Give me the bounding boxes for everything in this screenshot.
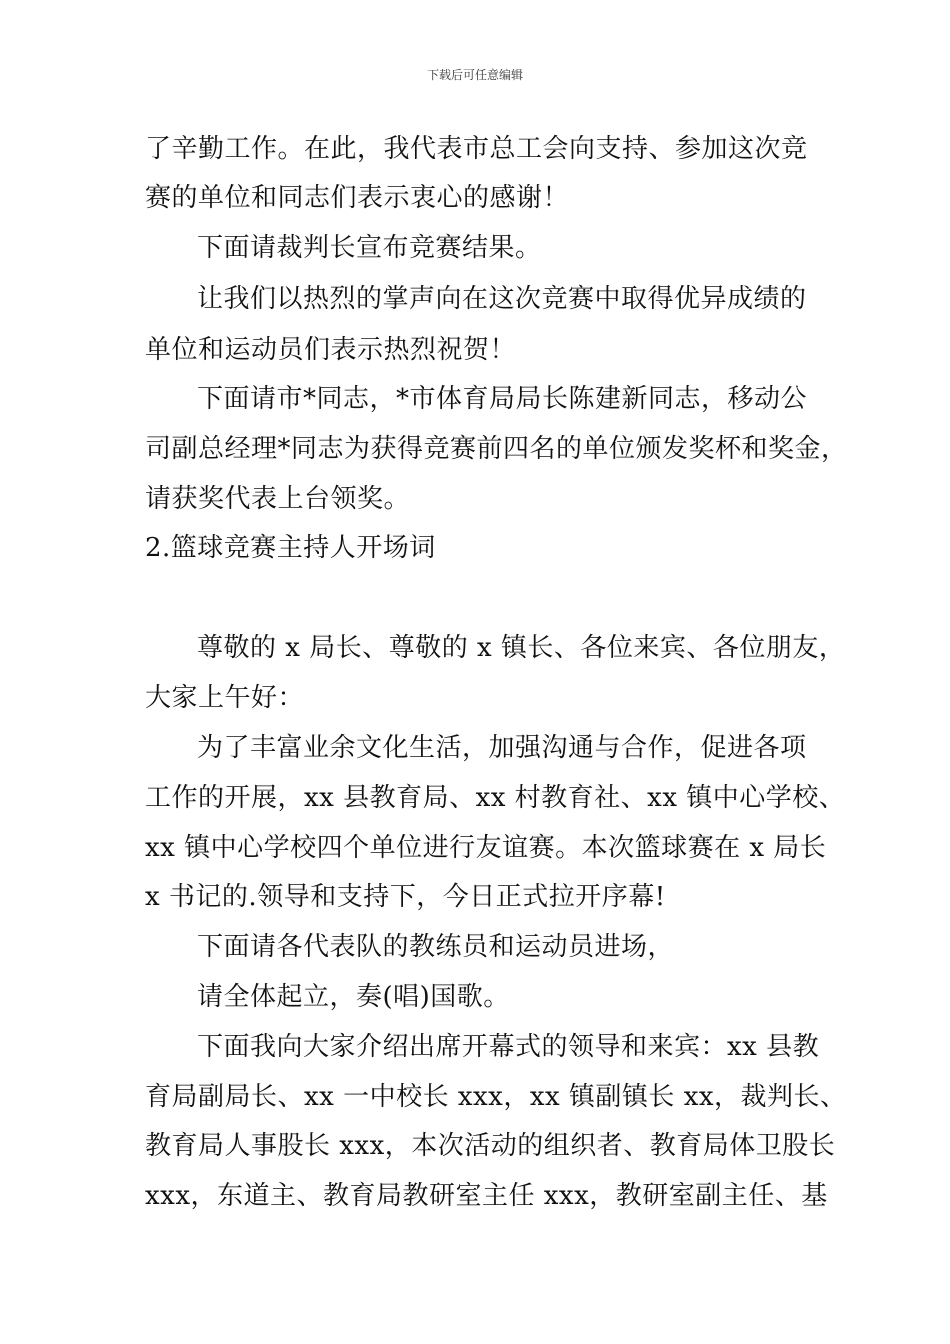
section-heading: 2.篮球竞赛主持人开场词 — [145, 533, 436, 563]
text-line: 教育局人事股长 xxx，本次活动的组织者、教育局体卫股长 — [145, 1131, 836, 1161]
text-line: 工作的开展，xx 县教育局、xx 村教育社、xx 镇中心学校、 — [145, 783, 846, 813]
text-line: 请全体起立，奏(唱)国歌。 — [197, 982, 510, 1012]
text-line: 下面我向大家介绍出席开幕式的领导和来宾：xx 县教 — [197, 1032, 820, 1062]
text-line: 下面请各代表队的教练员和运动员进场， — [197, 932, 675, 962]
text-line: 大家上午好： — [145, 683, 305, 713]
text-line: 单位和运动员们表示热烈祝贺！ — [145, 335, 517, 365]
text-line: 尊敬的 x 局长、尊敬的 x 镇长、各位来宾、各位朋友， — [197, 633, 846, 663]
text-line: xx 镇中心学校四个单位进行友谊赛。本次篮球赛在 x 局长 — [145, 833, 827, 863]
text-line: 赛的单位和同志们表示衷心的感谢！ — [145, 183, 570, 213]
text-line: 了辛勤工作。在此，我代表市总工会向支持、参加这次竞 — [145, 134, 808, 164]
text-line: xxx，东道主、教育局教研室主任 xxx，教研室副主任、基 — [145, 1181, 828, 1211]
text-line: 司副总经理*同志为获得竞赛前四名的单位颁发奖杯和奖金， — [145, 434, 848, 464]
text-line: 育局副局长、xx 一中校长 xxx，xx 镇副镇长 xx，裁判长、 — [145, 1082, 847, 1112]
text-line: 下面请裁判长宣布竞赛结果。 — [197, 233, 542, 263]
text-line: 请获奖代表上台领奖。 — [145, 484, 411, 514]
text-line: 让我们以热烈的掌声向在这次竞赛中取得优异成绩的 — [197, 284, 807, 314]
text-line: 下面请市*同志，*市体育局局长陈建新同志，移动公 — [197, 384, 808, 414]
text-line: 为了丰富业余文化生活，加强沟通与合作，促进各项 — [197, 733, 807, 763]
page-header: 下载后可任意编辑 — [426, 68, 523, 82]
text-line: x 书记的.领导和支持下，今日正式拉开序幕! — [145, 882, 666, 912]
